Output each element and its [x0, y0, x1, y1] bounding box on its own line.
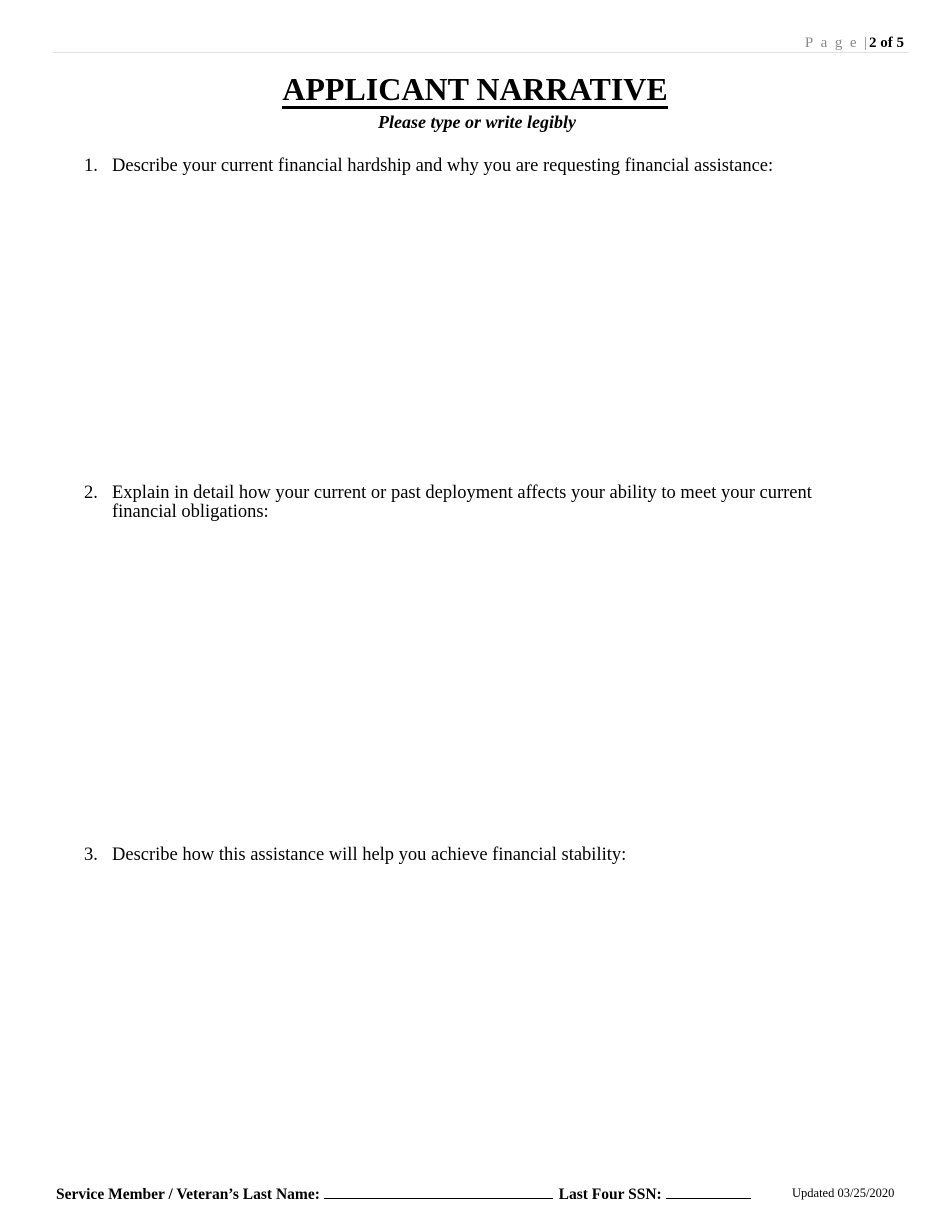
answer-area-2[interactable]	[112, 530, 892, 830]
question-text: Describe your current financial hardship and why you are requesting financial assistance:	[112, 156, 774, 176]
page-number	[805, 34, 904, 52]
last-name-label: Service Member / Veteran’s Last Name:	[56, 1186, 320, 1203]
ssn-label: Last Four SSN:	[558, 1186, 662, 1203]
updated-date: Updated 03/25/2020	[792, 1186, 895, 1200]
page-subtitle: Please type or write legibly	[378, 112, 576, 132]
last-name-field[interactable]	[324, 1183, 553, 1199]
page-separator: |	[863, 35, 867, 51]
ssn-field[interactable]	[666, 1183, 751, 1199]
question-text: Describe how this assistance will help you achieve financial stability:	[112, 845, 627, 865]
question-1	[84, 157, 844, 176]
page-value: 2 of 5	[869, 35, 904, 51]
question-3	[84, 846, 844, 865]
question-text: Explain in detail how your current or past deployment affects your ability to meet your current financial obligations:	[112, 483, 812, 522]
answer-area-3[interactable]	[112, 875, 892, 1165]
page-title: APPLICANT NARRATIVE	[282, 71, 668, 107]
header-rule	[53, 52, 909, 53]
question-number: 2.	[84, 483, 98, 503]
footer	[56, 1183, 916, 1204]
page-label: Page	[804, 35, 864, 51]
question-2	[84, 484, 844, 522]
question-number: 1.	[84, 156, 98, 176]
answer-area-1[interactable]	[112, 185, 892, 470]
question-number: 3.	[84, 845, 98, 865]
